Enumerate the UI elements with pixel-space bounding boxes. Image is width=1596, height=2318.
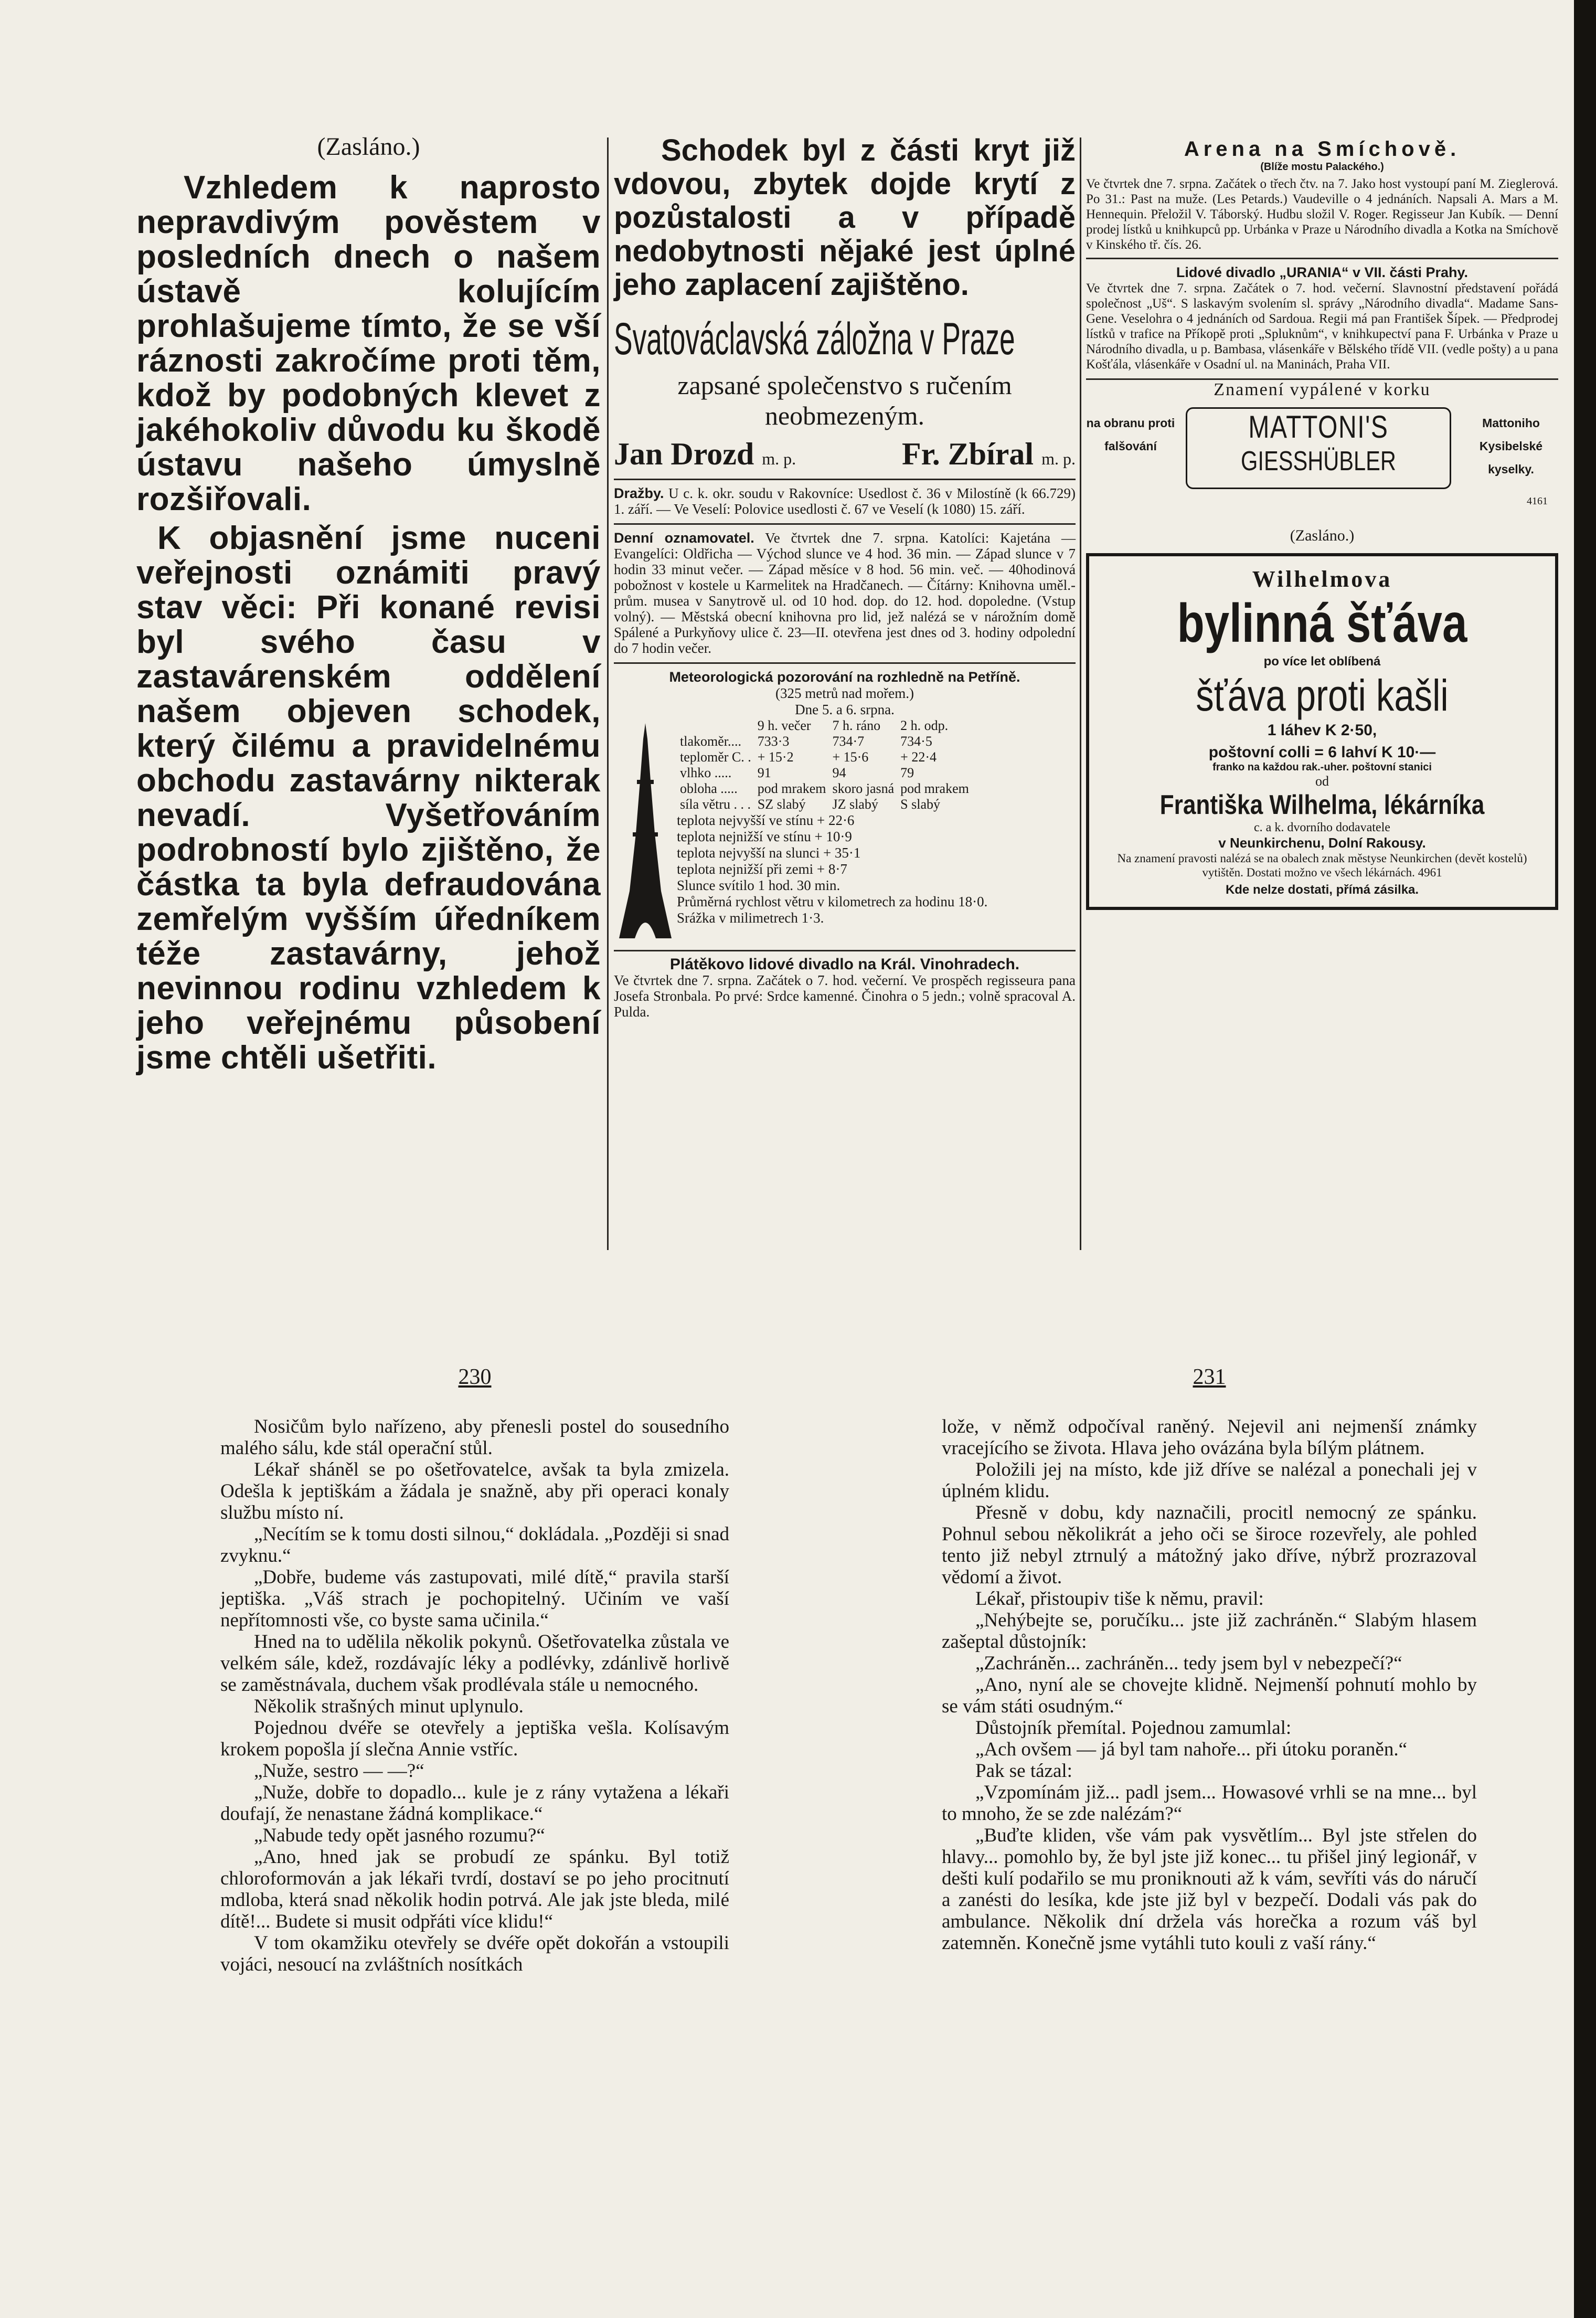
wilhelm-ad	[1086, 553, 1558, 910]
story-paragraph: „Ano, nyní ale se chovejte klidně. Nejmenší pohnutí mohlo by se vám státi osudným.“	[942, 1674, 1477, 1717]
ad2-line: 1 láhev K 2·50,	[1267, 722, 1377, 739]
rule	[1086, 258, 1558, 259]
story-paragraph: „Nuže, sestro — —?“	[254, 1760, 424, 1782]
meteo-section: Meteorologická pozorování na rozhledně na Petříně. (325 metrů nad mořem.) Dne 5. a 6. srpna. 9 h. večer 7 h. ráno 2 h. odp. tlakoměr.... 733·3 734·7 734·5 teploměr C. . + 15·2 + 15·6 + 22·4 vlhko ..... 91 94 79 obloha ..... pod mrakem skoro jasná pod mrakem síla větru . . . SZ slabý JZ slabý S slabý teplota nejvyšší ve stínu + 22·6 teplota nejnižší ve stínu + 10·9 teplota nejvyšší na slunci + 35·1 teplota nejnižší při zemi + 8·7 Slunce svítilo 1 hod. 30 min. Průměrná rychlost větru v kilometrech za hodinu 18·0. Srážka v milimetrech 1·3.	[614, 662, 1076, 944]
arena-text: Ve čtvrtek dne 7. srpna. Začátek o třech čtv. na 7. Jako host vystoupí paní M. Zieglerová. Po 31.: Past na muže. (Les Petards.) Vaudeville o 4 jednáních. Napsali A. Mars a M. Hennequin. Přeložil V. Táborský. Hudbu složil V. Roger. Regisseur Jan Kubík. — Denní prodej lístků u knihkupců pp. Urbánka v Praze u Národního divadla a Kotka na Smíchově v Kinského tř. čís. 26.	[1086, 177, 1558, 252]
notice-column	[136, 132, 601, 1079]
mattoni-ad	[1086, 378, 1558, 511]
ad2-line: po více let oblíbená	[1263, 654, 1381, 669]
story-paragraph: „Vzpomínám již... padl jsem... Howasové vrhli se na mne... byl to mnoho, že se zde nalézám?“	[942, 1782, 1477, 1825]
ad2-line: Na znamení pravosti nalézá se na obalech znak městyse Neunkirchen (devět kostelů) vytištěn. Dostati možno ve všech lékárnách. 4961	[1117, 852, 1527, 879]
story-text	[220, 1416, 729, 1975]
ad2-line: Františka Wilhelma, lékárníka	[1159, 790, 1485, 820]
notice-paragraph: K objasnění jsme nuceni veřejnosti oznámiti pravý stav věci: Při konané revisi byl svého času v zastavárenském oddělení našem objeven schodek, který čilému a pravidelnému obchodu zastavárny nikterak nevadí. Vyšetřováním podrobností bylo zjištěno, že částka ta byla defraudována zemřelým vyšším úředníkem téže zastavárny, jehož nevinnou rodinu vzhledem k jeho veřejnému působení jsme chtěli ušetřiti.	[136, 520, 601, 1076]
notice-paragraph: Vzhledem k naprosto nepravdivým pověstem v posledních dnech o našem ústavě kolujícím prohlašujeme tímto, že se vší ráznosti zakročíme proti těm, kdož by podobných klevet z jakéhokoliv důvodu ku škodě ústavu našeho úmyslně rozšiřovali.	[136, 170, 601, 517]
story-paragraph: Pojednou dvéře se otevřely a jeptiška vešla. Kolísavým krokem popošla jí slečna Annie vstříc.	[220, 1717, 729, 1760]
story-paragraph: „Buďte kliden, vše vám pak vysvětlím... Byl jste střelen do hlavy... pomohlo by, že byl jste již konec... tu přišel jiný legionář, v dešti kulí podařilo se mu proniknouti až k vám, sevříti vás do náručí a zanésti do lesíka, kde jste již byl v bezpečí. Dodali vás pak do ambulance. Několik dní držela vás horečka a rozum váš byl zatemněn. Konečně jsme vytáhli tuto kouli z vaší rány.“	[942, 1825, 1477, 1954]
drazby-section: Dražby. U c. k. okr. soudu v Rakovníce: Usedlost č. 36 v Milostíně (k 66.729) 1. září. — Ve Veselí: Polovice usedlosti č. 67 ve Veselí (k 1080) 15. září.	[614, 479, 1076, 517]
urania-title: Lidové divadlo „URANIA“ v VII. části Prahy.	[1176, 264, 1469, 280]
story-paragraph: Hned na to udělila několik pokynů. Ošetřovatelka zůstala ve velkém sále, kdež, rozdávajíc léky a podlévky, zdánlivě horlivě se zaměstnávala, duchem však prodlévala stále u nemocného.	[220, 1631, 729, 1696]
column-divider	[607, 137, 609, 1250]
mattoni-logo: MATTONI'S GIESSHÜBLER	[1186, 407, 1451, 489]
urania-text: Ve čtvrtek dne 7. srpna. Začátek o 7. hod. večerní. Slavnostní představení pořádá společnost „Uš“. S laskavým svolením sl. správy „Národního divadla“. Madame Sans-Gene. Veselohra o 4 jednáních od Sardoua. Regii má pan František Šípek. — Předprodej lístků v trafice na Příkopě proti „Spluknům“, v knihkupectví pana F. Urbánka v Praze u Národního divadla, u p. Bambasa, vlásenkáře v Bělského třídě VII. (vedle pošty) a u pana Košťála, vlásenkáře v Osadní ul. na Maninách, Praha VII.	[1086, 281, 1558, 372]
story-paragraph: „Ano, hned jak se probudí ze spánku. Byl totiž chloroformován a jak lékaři tvrdí, dostaví se po jeho procitnutí mdloba, která snad několik hodin potrvá. Ale jak jste bleda, milé dítě!... Budete si musit odpřáti více klidu!“	[220, 1846, 729, 1932]
story-paragraph: Lékař, přistoupiv tiše k němu, pravil:	[975, 1588, 1264, 1610]
petrin-tower-icon	[614, 718, 677, 944]
signature-1: Jan Drozd m. p.	[614, 437, 796, 471]
ad2-headline: bylinná šťáva	[1177, 593, 1467, 654]
story-paragraph: Položili jej na místo, kde již dříve se nalézal a ponechali jej v úplném klidu.	[942, 1459, 1477, 1502]
signatures	[614, 436, 1076, 472]
ad2-line: od	[1315, 774, 1329, 789]
ad2-line: Kde nelze dostati, přímá zásilka.	[1225, 883, 1419, 897]
middle-column	[614, 134, 1076, 1020]
ad2-line: poštovní colli = 6 lahví K 10·—	[1208, 744, 1436, 761]
scan-edge	[1574, 0, 1596, 2318]
ad2-line: c. a k. dvorního dodavatele	[1254, 821, 1390, 834]
story-paragraph: „Dobře, budeme vás zastupovati, milé dítě,“ pravila starší jeptiška. „Váš strach je pochopitelný. Učiním ve vaší nepřítomnosti vše, co byste sama učinila.“	[220, 1566, 729, 1631]
story-paragraph: Několik strašných minut uplynulo.	[254, 1696, 524, 1717]
ad2-line: v Neunkirchenu, Dolní Rakousy.	[1218, 835, 1426, 851]
story-text	[942, 1416, 1477, 1954]
column-divider	[1080, 137, 1081, 1250]
right-column	[1086, 137, 1558, 910]
bank-title: Svatováclavská záložna v Praze	[614, 314, 1015, 364]
ad1-left: na obranu proti falšování	[1086, 416, 1175, 453]
page-231	[942, 1364, 1477, 1954]
ad2-line: franko na každou rak.-uher. poštovní stanici	[1212, 761, 1432, 773]
bank-subtitle: zapsané společenstvo s ručením neobmezeným.	[677, 371, 1012, 430]
ad1-right: Mattoniho Kysibelské kyselky.	[1479, 416, 1543, 476]
story-paragraph: Nosičům bylo nařízeno, aby přenesli postel do sousedního malého sálu, kde stál operační stůl.	[220, 1416, 729, 1459]
story-paragraph: Důstojník přemítal. Pojednou zamumlal:	[975, 1717, 1292, 1739]
denni-oznamovatel: Denní oznamovatel. Ve čtvrtek dne 7. srpna. Katolíci: Kajetána — Evangelíci: Oldřicha — Východ slunce ve 4 hod. 36 min. — Západ slunce v 7 hodin 33 minut večer. — Západ měsíce v 8 hod. 56 min. več. — 40hodinová pobožnost v kostele u Karmelitek na Hradčanech. — Čítárny: Knihovna uměl.-prům. musea v Sanytrově ul. od 10 hod. dop. do 12. hod. dopoledne. (Vstup volný). — Městská obecní knihovna pro lid, jež nalézá se v nárožním domě Spálené a Purkyňovy ulice č. 23—II. otevřena jest dnes od 3. hodiny odpolední do 7 hodin večer.	[614, 523, 1076, 656]
story-paragraph: „Nabude tedy opět jasného rozumu?“	[254, 1825, 545, 1846]
ad1-top: Znamení vypálené v korku	[1214, 380, 1431, 399]
story-paragraph: „Zachráněn... zachráněn... tedy jsem byl v nebezpečí?“	[975, 1653, 1402, 1674]
page-number: 231	[1193, 1365, 1226, 1389]
page-number: 230	[458, 1365, 492, 1389]
story-paragraph: Pak se tázal:	[975, 1760, 1072, 1782]
signature-2: Fr. Zbíral m. p.	[901, 437, 1076, 471]
schodek-paragraph: Schodek byl z části kryt již vdovou, zbytek dojde krytí z pozůstalosti a v případě nedobytnosti nějaké jest úplné jeho zaplacení zajištěno.	[614, 133, 1076, 302]
zaslano-heading: (Zasláno.)	[317, 133, 420, 161]
arena-title: Arena na Smíchově.	[1184, 137, 1461, 161]
story-paragraph: „Necítím se k tomu dosti silnou,“ dokládala. „Později si snad zvyknu.“	[220, 1523, 729, 1566]
story-paragraph: Přesně v dobu, kdy naznačili, procitl nemocný ze spánku. Pohnul sebou několikrát a jeho oči se široce rozevřely, ale pohled tento již nebyl ztrnulý a mátožný jako dříve, nýbrž prozrazoval vědomí a život.	[942, 1502, 1477, 1588]
zaslano-heading-2: (Zasláno.)	[1290, 527, 1355, 544]
meteo-table: 9 h. večer 7 h. ráno 2 h. odp. tlakoměr.... 733·3 734·7 734·5 teploměr C. . + 15·2 + 15·6 + 22·4 vlhko ..... 91 94 79 obloha ..... pod mrakem skoro jasná pod mrakem síla větru . . . SZ slabý JZ slabý S slabý	[680, 718, 969, 812]
story-paragraph: „Nuže, dobře to dopadlo... kule je z rány vytažena a lékaři doufají, že nenastane žádná komplikace.“	[220, 1782, 729, 1825]
story-paragraph: „Ach ovšem — já byl tam nahoře... při útoku poraněn.“	[975, 1739, 1408, 1760]
story-paragraph: V tom okamžiku otevřely se dvéře opět dokořán a vstoupili vojáci, nesoucí na zvláštních nosítkách	[220, 1932, 729, 1975]
story-paragraph: „Nehýbejte se, poručíku... jste již zachráněn.“ Slabým hlasem zašeptal důstojník:	[942, 1610, 1477, 1653]
platek-theatre: Plátěkovo lidové divadlo na Král. Vinohradech. Ve čtvrtek dne 7. srpna. Začátek o 7. hod. večerní. Ve prospěch regisseura pana Josefa Stronbala. Po prvé: Srdce kamenné. Činohra o 5 jedn.; volně spracoval A. Pulda.	[614, 950, 1076, 1020]
ad1-number: 4161	[1527, 495, 1548, 507]
ad2-line: Wilhelmova	[1252, 566, 1392, 592]
story-paragraph: Lékař sháněl se po ošetřovatelce, avšak ta byla zmizela. Odešla k jeptiškám a žádala je snažně, aby při operaci konaly službu místo ní.	[220, 1459, 729, 1523]
page-230	[220, 1364, 729, 1975]
story-paragraph: lože, v němž odpočíval raněný. Nejevil ani nejmenší známky vracejícího se života. Hlava jeho ovázána byla bílým plátnem.	[942, 1416, 1477, 1459]
ad2-line: šťáva proti kašli	[1196, 671, 1449, 720]
arena-subtitle: (Blíže mostu Palackého.)	[1260, 161, 1384, 173]
